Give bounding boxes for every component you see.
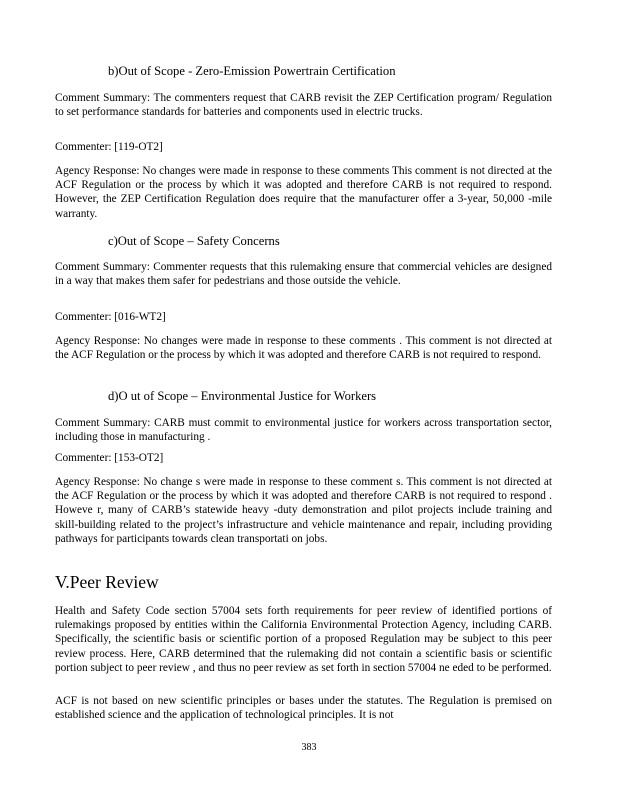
page-number: 383 bbox=[301, 742, 317, 753]
agency-response: Agency Response: No changes were made in response to these comments This comment is not directed at the ACF Regulation or the process by which it was adopted and therefore CARB is not required to respond. However, the ZEP Certification Regulation does require that the manufacturer offer a 3-year, 50,000 -mile warranty. bbox=[55, 165, 552, 220]
section-heading-zep-certification: b)Out of Scope - Zero-Emission Powertrain Certification bbox=[108, 64, 396, 78]
comment-summary: Comment Summary: The commenters request that CARB revisit the ZEP Certification program/ Regulation to set performance standards for batteries and components used in electric trucks. bbox=[55, 92, 552, 119]
commenter-id: Commenter: [119-OT2] bbox=[55, 141, 163, 153]
comment-summary: Comment Summary: Commenter requests that this rulemaking ensure that commercial vehicles are designed in a way that makes them safer for pedestrians and those outside the vehicle. bbox=[55, 261, 552, 288]
section-heading-peer-review: V.Peer Review bbox=[55, 572, 159, 592]
comment-summary: Comment Summary: CARB must commit to environmental justice for workers across transportation sector, including those in manufacturing . bbox=[55, 417, 552, 444]
commenter-id: Commenter: [153-OT2] bbox=[55, 452, 164, 464]
peer-review-paragraph-1: Health and Safety Code section 57004 sets forth requirements for peer review of identified portions of rulemakings proposed by entities within the California Environmental Protection Agency, including CARB. Specifically, the scientific basis or scientific portion of a proposed Regulation may be subject to this peer review process. Here, CARB determined that the rulemaking did not contain a scientific basis or scientific portion subject to peer review , and thus no peer review as set forth in section 57004 ne eded to be performed. bbox=[55, 605, 552, 674]
agency-response: Agency Response: No change s were made in response to these comment s. This comment is not directed at the ACF Regulation or the process by which it was adopted and therefore CARB is not required to respond . Howeve r, many of CARB’s statewide heavy -duty demonstration and pilot projects include training and skill-building related to the project’s infrastructure and vehicle maintenance and repair, including providing pathways for participants towards clean transportati on jobs. bbox=[55, 476, 552, 545]
agency-response: Agency Response: No changes were made in response to these comments . This comment is not directed at the ACF Regulation or the process by which it was adopted and therefore CARB is not required to respond. bbox=[55, 335, 552, 362]
section-heading-safety-concerns: c)Out of Scope – Safety Concerns bbox=[108, 234, 280, 248]
section-heading-environmental-justice: d)O ut of Scope – Environmental Justice for Workers bbox=[108, 389, 377, 403]
peer-review-paragraph-2: ACF is not based on new scientific principles or bases under the statutes. The Regulation is premised on established science and the application of technological principles. It is not bbox=[55, 695, 552, 722]
commenter-id: Commenter: [016-WT2] bbox=[55, 311, 166, 323]
